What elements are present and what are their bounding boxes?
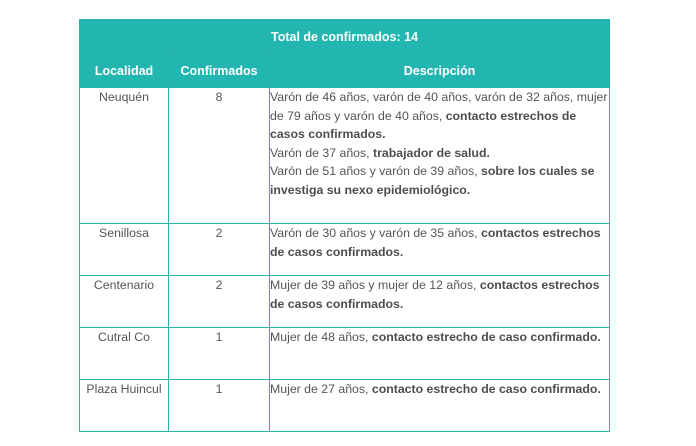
confirmed-cases-table xyxy=(79,19,610,432)
table-row xyxy=(80,224,610,276)
description-line xyxy=(270,380,609,399)
description-highlight: sobre los cuales se investiga su nexo epidemiológico. xyxy=(270,164,595,197)
row-confirmed: 8 xyxy=(169,88,270,224)
table-row xyxy=(80,88,610,224)
description-highlight: contactos estrechos de casos confirmados. xyxy=(270,226,601,259)
description-text: Varón de 30 años y varón de 35 años, xyxy=(270,226,482,240)
row-confirmed: 2 xyxy=(169,276,270,328)
description-text: Mujer de 48 años, xyxy=(270,330,372,344)
row-locality: Neuquén xyxy=(80,88,169,224)
row-description xyxy=(270,88,610,224)
description-line xyxy=(270,88,609,144)
row-locality: Centenario xyxy=(80,276,169,328)
description-text: Varón de 46 años, varón de 40 años, varón de 32 años, mujer de 79 años y varón de 40 años, xyxy=(270,90,608,123)
description-highlight: contacto estrechos de casos confirmados. xyxy=(270,108,577,141)
description-line xyxy=(270,224,609,261)
header-confirmed: Confirmados xyxy=(169,54,270,88)
row-locality: Cutral Co xyxy=(80,328,169,380)
row-description xyxy=(270,224,610,276)
table-row xyxy=(80,276,610,328)
table-row xyxy=(80,380,610,432)
description-highlight: contacto estrecho de caso confirmado. xyxy=(371,330,601,344)
description-line xyxy=(270,276,609,313)
description-highlight: contactos estrechos de casos confirmados. xyxy=(270,278,600,311)
description-highlight: contacto estrecho de caso confirmado. xyxy=(371,382,601,396)
description-text: Mujer de 39 años y mujer de 12 años, xyxy=(270,278,480,292)
row-confirmed: 1 xyxy=(169,380,270,432)
table-header-row xyxy=(80,54,610,88)
header-locality: Localidad xyxy=(80,54,169,88)
description-line xyxy=(270,328,609,347)
row-description xyxy=(270,328,610,380)
row-description xyxy=(270,380,610,432)
description-line xyxy=(270,162,609,199)
description-text: Varón de 37 años, xyxy=(270,145,374,160)
table-row xyxy=(80,328,610,380)
description-line xyxy=(270,144,609,163)
row-description xyxy=(270,276,610,328)
row-confirmed: 1 xyxy=(169,328,270,380)
table-title-row xyxy=(80,20,610,54)
table-title: Total de confirmados: 14 xyxy=(80,20,610,54)
row-locality: Senillosa xyxy=(80,224,169,276)
row-locality: Plaza Huincul xyxy=(80,380,169,432)
description-text: Varón de 51 años y varón de 39 años, xyxy=(270,164,482,178)
description-text: Mujer de 27 años, xyxy=(270,382,372,396)
description-highlight: trabajador de salud. xyxy=(373,145,490,160)
row-confirmed: 2 xyxy=(169,224,270,276)
header-description: Descripción xyxy=(270,54,610,88)
